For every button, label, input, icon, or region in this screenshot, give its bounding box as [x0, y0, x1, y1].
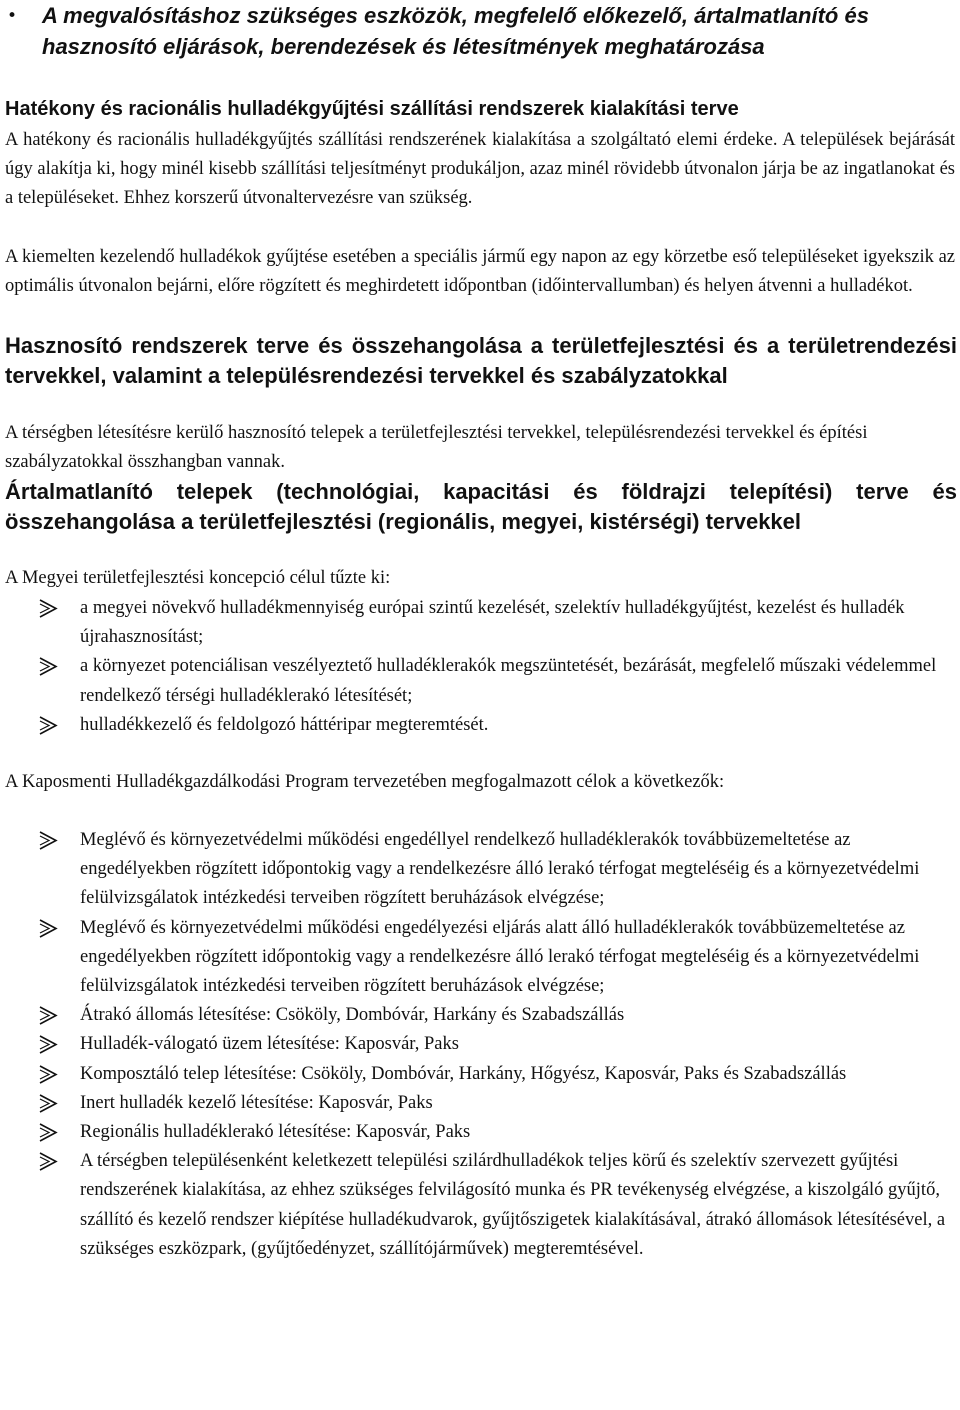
list-item	[0, 1001, 960, 1030]
program-goals-list	[0, 826, 960, 1264]
main-title: A megvalósításhoz szükséges eszközök, megfelelő előkezelő, ártalmatlanító és hasznosító eljárások, berendezések és létesítmények meghatározása	[42, 3, 869, 59]
list-item-text: Meglévő és környezetvédelmi működési engedéllyel rendelkező hulladéklerakók továbbüzemeltetése az engedélyekben rögzített időpontokig vagy a rendelkezésre álló lerakó térfogat megteléséig és a környezetvédelmi felülvizsgálatok intézkedési terveiben rögzített beruházások elvégzése;	[80, 830, 920, 909]
arrow-bullet-icon	[38, 594, 58, 623]
list-item-text: A térségben településenként keletkezett települési szilárdhulladékok teljes körű és szelektív szervezett gyűjtési rendszerének kialakítása, az ehhez szükséges felvilágosító munka és PR tevékenység elvégzése, a kiszolgáló gyűjtő, szállító és kezelő rendszer kiépítése hulladékudvarok, gyűjtőszigetek kialakításával, átrakó állomások létesítésével, a szükséges eszközpark, (gyűjtőedényzet, szállítójárművek) megteremtésével.	[80, 1151, 946, 1259]
list-item	[0, 1089, 960, 1118]
section-title-disposal: Ártalmatlanító telepek (technológiai, kapacitási és földrajzi telepítési) terve és összehangolása a területfejlesztési (regionális, megyei, kistérségi) tervekkel	[5, 479, 957, 534]
list-item	[0, 826, 960, 914]
arrow-bullet-icon	[38, 1089, 58, 1118]
list-item	[0, 1030, 960, 1059]
list-item	[0, 1118, 960, 1147]
bullet-icon: •	[7, 6, 18, 26]
section-title-collection: Hatékony és racionális hulladékgyűjtési szállítási rendszerek kialakítási terve	[5, 98, 739, 120]
arrow-bullet-icon	[38, 652, 58, 681]
list-item	[0, 594, 960, 652]
arrow-bullet-icon	[38, 1001, 58, 1030]
list-item-text: a környezet potenciálisan veszélyeztető hulladéklerakók megszüntetését, bezárását, megfelelő műszaki védelemmel rendelkező térségi hulladéklerakó létesítését;	[80, 656, 937, 706]
section-title-recovery: Hasznosító rendszerek terve és összehangolása a területfejlesztési és a területrendezési tervekkel, valamint a településrendezési tervekkel és szabályzatokkal	[5, 333, 957, 388]
list-item-text: Hulladék-válogató üzem létesítése: Kaposvár, Paks	[80, 1034, 459, 1055]
county-goals-list	[0, 594, 960, 740]
list-item-text: Komposztáló telep létesítése: Csököly, Dombóvár, Harkány, Hőgyész, Kaposvár, Paks és Szabadszállás	[80, 1063, 847, 1084]
county-concept-intro: A Megyei területfejlesztési koncepció célul tűzte ki:	[5, 568, 391, 588]
list-item-text: a megyei növekvő hulladékmennyiség európai szintű kezelését, szelektív hulladékgyűjtést, kezelést és hulladék újrahasznosítást;	[80, 598, 905, 648]
arrow-bullet-icon	[38, 826, 58, 855]
list-item	[0, 914, 960, 1002]
program-intro: A Kaposmenti Hulladékgazdálkodási Program tervezetében megfogalmazott célok a következők:	[5, 772, 725, 792]
list-item-text: Regionális hulladéklerakó létesítése: Kaposvár, Paks	[80, 1122, 471, 1143]
arrow-bullet-icon	[38, 1030, 58, 1059]
list-item	[0, 1147, 960, 1264]
list-item	[0, 711, 960, 740]
arrow-bullet-icon	[38, 1118, 58, 1147]
list-item-text: Átrakó állomás létesítése: Csököly, Dombóvár, Harkány és Szabadszállás	[80, 1005, 625, 1026]
arrow-bullet-icon	[38, 914, 58, 943]
paragraph-collection-routing: A hatékony és racionális hulladékgyűjtés szállítási rendszerének kialakítása a szolgáltató elemi érdeke. A települések bejárását úgy alakítja ki, hogy minél kisebb szállítási teljesítményt produkáljon, azaz minél rövidebb útvonalon járja be az ingatlanokat és a településeket. Ehhez korszerű útvonaltervezésre van szükség.	[5, 130, 955, 209]
list-item	[0, 652, 960, 710]
list-item	[0, 1060, 960, 1089]
paragraph-special-waste: A kiemelten kezelendő hulladékok gyűjtése esetében a speciális jármű egy napon az egy körzetbe eső településeket igyekszik az optimális útvonalon bejárni, előre rögzített és meghirdetett időpontban (időintervallumban) és helyen átvenni a hulladékot.	[5, 247, 955, 297]
list-item-text: Meglévő és környezetvédelmi működési engedélyezési eljárás alatt álló hulladéklerakók továbbüzemeltetése az engedélyekben rögzített időpontokig vagy a rendelkezésre álló lerakó térfogat megteléséig és a környezetvédelmi felülvizsgálatok intézkedési terveiben rögzített beruházások elvégzése;	[80, 917, 920, 997]
arrow-bullet-icon	[38, 1147, 58, 1176]
list-item-text: hulladékkezelő és feldolgozó háttéripar megteremtését.	[80, 714, 489, 735]
list-item-text: Inert hulladék kezelő létesítése: Kaposvár, Paks	[80, 1092, 433, 1113]
arrow-bullet-icon	[38, 1060, 58, 1089]
paragraph-recovery-sites: A térségben létesítésre kerülő hasznosító telepek a területfejlesztési tervekkel, településrendezési tervekkel és építési szabályzatokkal összhangban vannak.	[5, 423, 868, 473]
arrow-bullet-icon	[38, 711, 58, 740]
